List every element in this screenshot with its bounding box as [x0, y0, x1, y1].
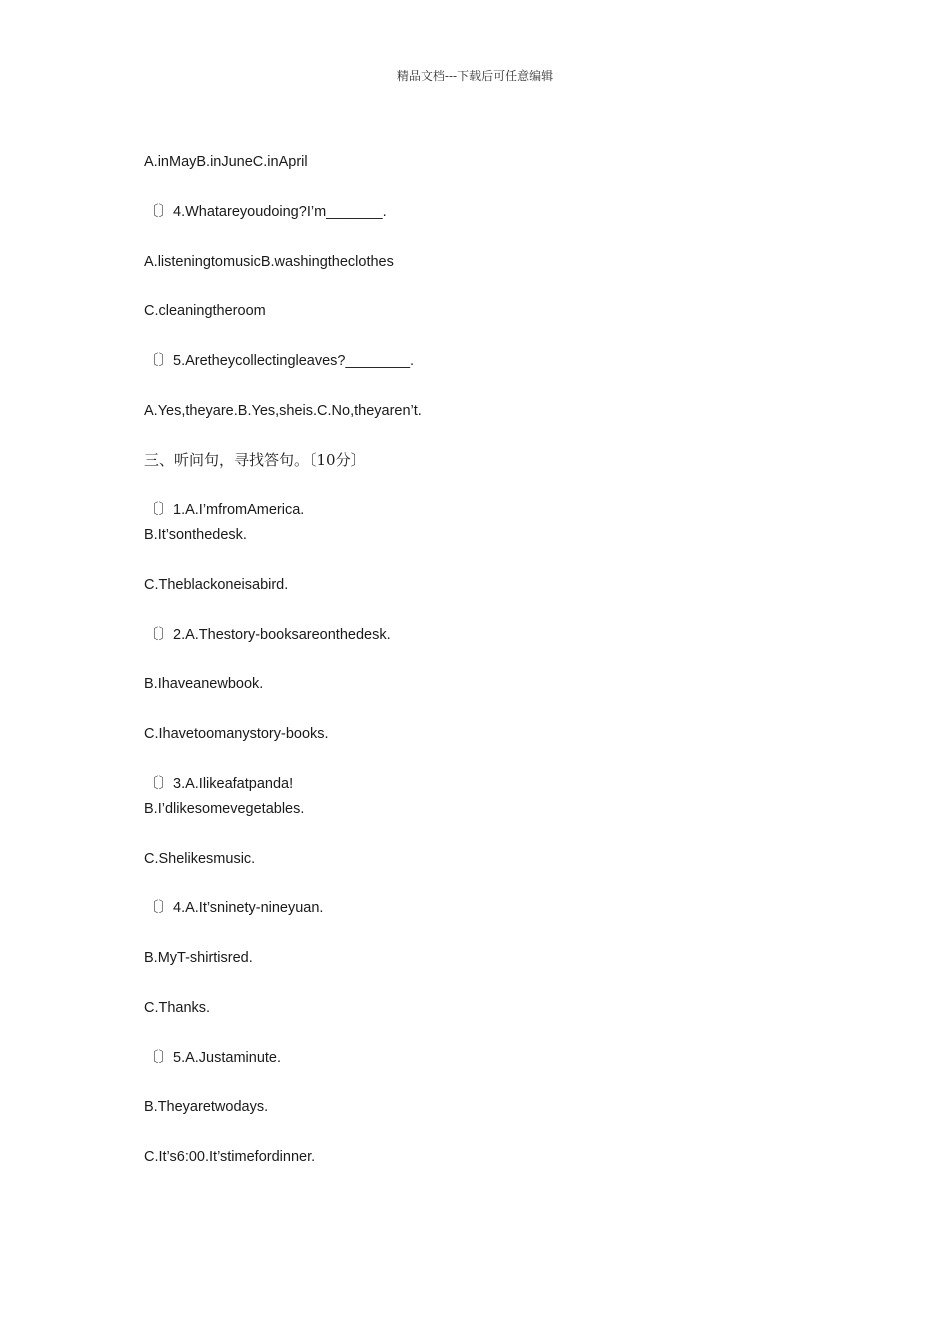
answer-options-q5: A.Yes,theyare.B.Yes,sheis.C.No,theyaren’t. [144, 403, 422, 419]
listening-question-3-b: B.I’dlikesomevegetables. [144, 801, 305, 817]
page-header: 精品文档---下载后可任意编辑 [396, 69, 554, 83]
listening-question-1-b: B.It’sonthedesk. [144, 527, 247, 543]
answer-options-q4-ab: A.listeningtomusicB.washingtheclothes [144, 254, 394, 270]
listening-question-2-c: C.Ihavetoomanystory-books. [144, 726, 329, 742]
listening-question-5-c: C.It’s6:00.It’stimefordinner. [144, 1149, 316, 1165]
listening-question-3-a: 〔〕3.A.Ilikeafatpanda! [144, 776, 294, 792]
listening-question-1-c: C.Theblackoneisabird. [144, 577, 289, 593]
listening-question-5-a: 〔〕5.A.Justaminute. [144, 1050, 281, 1066]
listening-question-4-b: B.MyT-shirtisred. [144, 950, 253, 966]
listening-question-2-a: 〔〕2.A.Thestory-booksareonthedesk. [144, 627, 391, 643]
listening-question-1-a: 〔〕1.A.I’mfromAmerica. [144, 502, 305, 518]
listening-question-4-a: 〔〕4.A.It’sninety-nineyuan. [144, 900, 324, 916]
section-title: 三、听问句，寻找答句。〔10分〕 [144, 451, 366, 469]
listening-question-2-b: B.Ihaveanewbook. [144, 676, 264, 692]
listening-question-5-b: B.Theyaretwodays. [144, 1099, 269, 1115]
question-4: 〔〕4.Whatareyoudoing?I’m_______. [144, 204, 387, 220]
question-5: 〔〕5.Aretheycollectingleaves?________. [144, 353, 415, 369]
answer-option-q4-c: C.cleaningtheroom [144, 303, 266, 319]
answer-options-q3: A.inMayB.inJuneC.inApril [144, 154, 308, 170]
listening-question-3-c: C.Shelikesmusic. [144, 851, 256, 867]
listening-question-4-c: C.Thanks. [144, 1000, 211, 1016]
